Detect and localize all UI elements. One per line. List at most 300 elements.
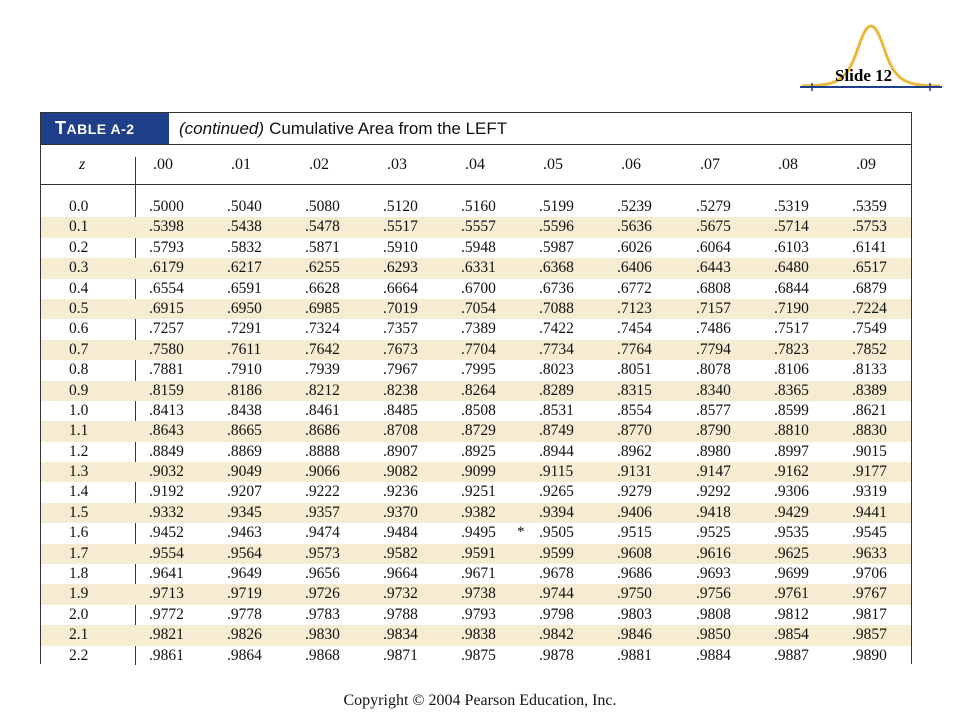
table-row [41,279,911,299]
probability-cell: .9599 [539,544,574,562]
z-value-cell: 0.1 [69,218,89,236]
probability-cell: .8888 [305,442,340,460]
probability-cell: .9864 [227,646,262,664]
probability-cell: .6772 [617,279,652,297]
probability-cell: .8485 [383,401,418,419]
probability-cell: .6331 [461,259,496,277]
probability-cell: .9292 [696,483,731,501]
z-value-cell: 1.3 [69,463,89,481]
table-subtitle-text: Cumulative Area from the LEFT [269,118,508,138]
probability-cell: .9861 [149,646,184,664]
probability-cell: .9817 [852,605,887,623]
probability-cell: .7123 [617,299,652,317]
probability-cell: .9505 [539,524,574,542]
column-header: .03 [387,156,407,173]
probability-cell: .7054 [461,299,496,317]
z-value-cell: 1.9 [69,585,89,603]
probability-cell: .5319 [774,198,809,215]
probability-cell: .6664 [383,279,418,297]
probability-cell: .9649 [227,565,262,583]
probability-cell: .9884 [696,646,731,664]
probability-cell: .9463 [227,524,262,542]
z-value-cell: 2.0 [69,605,89,623]
probability-cell: .8790 [696,422,731,440]
z-value-cell: 1.6 [69,524,89,542]
probability-cell: .9783 [305,605,340,623]
probability-cell: .9625 [774,544,809,562]
probability-cell: .9850 [696,626,731,644]
probability-cell: .9767 [852,585,887,603]
probability-cell: .8078 [696,361,731,379]
probability-cell: .9798 [539,605,574,623]
table-row [41,381,911,401]
probability-cell: .9812 [774,605,809,623]
column-header: .08 [778,156,798,173]
z-table [40,112,912,664]
probability-cell: .9236 [383,483,418,501]
probability-cell: .7673 [383,340,418,358]
probability-cell: .9808 [696,605,731,623]
probability-cell: .9821 [149,626,184,644]
probability-cell: .9573 [305,544,340,562]
probability-cell: .8869 [227,442,262,460]
probability-cell: .5793 [149,238,184,256]
z-value-cell: 0.9 [69,381,89,399]
probability-cell: .5000 [149,198,184,215]
probability-cell: .9693 [696,565,731,583]
probability-cell: .8438 [227,401,262,419]
probability-cell: .9772 [149,605,184,623]
probability-cell: .7764 [617,340,652,358]
probability-cell: .9834 [383,626,418,644]
probability-cell: .9616 [696,544,731,562]
probability-cell: .6591 [227,279,262,297]
probability-cell: .9032 [149,463,184,481]
column-header: .09 [856,156,876,173]
probability-cell: .9838 [461,626,496,644]
probability-cell: .6064 [696,238,731,256]
probability-cell: .6406 [617,259,652,277]
probability-cell: .7642 [305,340,340,358]
probability-cell: .6443 [696,259,731,277]
probability-cell: .5080 [305,198,340,215]
probability-cell: .9871 [383,646,418,664]
probability-cell: .8238 [383,381,418,399]
probability-cell: .9732 [383,585,418,603]
table-tag-rest: ABLE A-2 [66,120,135,137]
probability-cell: .8554 [617,401,652,419]
probability-cell: .6985 [305,299,340,317]
probability-cell: .6480 [774,259,809,277]
table-row [41,340,911,360]
table-row [41,442,911,462]
table-row [41,584,911,604]
probability-cell: .9394 [539,503,574,521]
probability-cell: .8264 [461,381,496,399]
probability-cell: .8212 [305,381,340,399]
probability-cell: .7910 [227,361,262,379]
probability-cell: .9306 [774,483,809,501]
probability-cell: .5948 [461,238,496,256]
probability-cell: .9115 [539,463,574,481]
probability-cell: .9846 [617,626,652,644]
probability-cell: .5596 [539,218,574,236]
table-body [41,197,911,666]
probability-cell: .9192 [149,483,184,501]
table-row [41,523,911,543]
probability-cell: .9881 [617,646,652,664]
probability-cell: .9382 [461,503,496,521]
probability-cell: .9265 [539,483,574,501]
probability-cell: .7517 [774,320,809,338]
probability-cell: .8315 [617,381,652,399]
probability-cell: .6179 [149,259,184,277]
column-header: .04 [465,156,485,173]
table-row [41,503,911,523]
probability-cell: .9788 [383,605,418,623]
table-row [41,360,911,380]
probability-cell: .9857 [852,626,887,644]
probability-cell: .7486 [696,320,731,338]
column-header: .06 [621,156,641,173]
probability-cell: .7995 [461,361,496,379]
probability-cell: .9495 [461,524,496,542]
probability-cell: .7549 [852,320,887,338]
probability-cell: .9854 [774,626,809,644]
probability-cell: .9641 [149,565,184,583]
table-tag [41,113,169,144]
probability-cell: .9066 [305,463,340,481]
probability-cell: .6103 [774,238,809,256]
table-row [41,421,911,441]
probability-cell: .7019 [383,299,418,317]
probability-cell: .6141 [852,238,887,256]
probability-cell: .7257 [149,320,184,338]
probability-cell: .7939 [305,361,340,379]
probability-cell: .6808 [696,279,731,297]
probability-cell: .7291 [227,320,262,338]
probability-cell: .9793 [461,605,496,623]
probability-cell: .9251 [461,483,496,501]
probability-cell: .6950 [227,299,262,317]
probability-cell: .5832 [227,238,262,256]
probability-cell: .9207 [227,483,262,501]
probability-cell: .8413 [149,401,184,419]
probability-cell: .8770 [617,422,652,440]
probability-cell: .9147 [696,463,731,481]
table-row [41,462,911,482]
probability-cell: .9015 [852,442,887,460]
z-value-cell: 0.2 [69,238,89,256]
probability-cell: .9545 [852,524,887,542]
interpolation-marker: * [517,524,525,541]
probability-cell: .8643 [149,422,184,440]
probability-cell: .9878 [539,646,574,664]
probability-cell: .8508 [461,401,496,419]
column-header-z: z [79,156,86,173]
probability-cell: .9890 [852,646,887,664]
probability-cell: .9738 [461,585,496,603]
probability-cell: .9761 [774,585,809,603]
probability-cell: .9222 [305,483,340,501]
probability-cell: .5279 [696,198,731,215]
z-value-cell: 0.6 [69,320,89,338]
probability-cell: .8944 [539,442,574,460]
probability-cell: .9756 [696,585,731,603]
probability-cell: .6736 [539,279,574,297]
probability-cell: .9826 [227,626,262,644]
slide-number: Slide 12 [835,66,893,85]
probability-cell: .5040 [227,198,262,215]
probability-cell: .9726 [305,585,340,603]
z-value-cell: 0.7 [69,340,89,358]
probability-cell: .5517 [383,218,418,236]
probability-cell: .7734 [539,340,574,358]
probability-cell: .7823 [774,340,809,358]
probability-cell: .6844 [774,279,809,297]
probability-cell: .7852 [852,340,887,358]
table-row [41,217,911,237]
probability-cell: .5398 [149,218,184,236]
probability-cell: .8997 [774,442,809,460]
z-value-cell: 1.4 [69,483,89,501]
probability-cell: .9429 [774,503,809,521]
probability-cell: .9082 [383,463,418,481]
probability-cell: .9564 [227,544,262,562]
probability-cell: .6293 [383,259,418,277]
probability-cell: .5714 [774,218,809,236]
probability-cell: .9713 [149,585,184,603]
probability-cell: .5160 [461,198,496,215]
probability-cell: .9370 [383,503,418,521]
probability-cell: .8365 [774,381,809,399]
table-row [41,625,911,645]
probability-cell: .9868 [305,646,340,664]
probability-cell: .9177 [852,463,887,481]
table-row [41,564,911,584]
probability-cell: .6255 [305,259,340,277]
column-header: .07 [700,156,720,173]
column-header: .05 [543,156,563,173]
probability-cell: .5557 [461,218,496,236]
probability-cell: .7967 [383,361,418,379]
probability-cell: .6517 [852,259,887,277]
probability-cell: .9633 [852,544,887,562]
probability-cell: .9750 [617,585,652,603]
probability-cell: .9842 [539,626,574,644]
table-row [41,299,911,319]
table-row [41,319,911,339]
z-value-cell: 0.8 [69,361,89,379]
probability-cell: .8686 [305,422,340,440]
probability-cell: .7324 [305,320,340,338]
probability-cell: .8665 [227,422,262,440]
table-row [41,401,911,421]
probability-cell: .9706 [852,565,887,583]
probability-cell: .9452 [149,524,184,542]
probability-cell: .6368 [539,259,574,277]
table-row [41,197,911,217]
probability-cell: .9131 [617,463,652,481]
table-row [41,258,911,278]
probability-cell: .9319 [852,483,887,501]
probability-cell: .5478 [305,218,340,236]
table-row [41,544,911,564]
probability-cell: .6628 [305,279,340,297]
z-value-cell: 0.0 [69,198,89,215]
probability-cell: .8907 [383,442,418,460]
table-row [41,482,911,502]
probability-cell: .5636 [617,218,652,236]
probability-cell: .8106 [774,361,809,379]
probability-cell: .8023 [539,361,574,379]
probability-cell: .8962 [617,442,652,460]
probability-cell: .5987 [539,238,574,256]
probability-cell: .7794 [696,340,731,358]
probability-cell: .9357 [305,503,340,521]
probability-cell: .9664 [383,565,418,583]
probability-cell: .9830 [305,626,340,644]
probability-cell: .8621 [852,401,887,419]
probability-cell: .8051 [617,361,652,379]
probability-cell: .9484 [383,524,418,542]
z-value-cell: 2.2 [69,646,89,664]
probability-cell: .7389 [461,320,496,338]
table-row [41,238,911,258]
probability-cell: .9162 [774,463,809,481]
probability-cell: .9608 [617,544,652,562]
probability-cell: .9875 [461,646,496,664]
probability-cell: .7190 [774,299,809,317]
table-tag-first: T [55,118,67,138]
table-subtitle-italic: (continued) [179,118,265,138]
table-subtitle [169,113,911,144]
z-value-cell: 1.7 [69,544,89,562]
probability-cell: .8577 [696,401,731,419]
z-value-cell: 1.1 [69,422,89,440]
probability-cell: .9535 [774,524,809,542]
probability-cell: .9719 [227,585,262,603]
probability-cell: .6217 [227,259,262,277]
probability-cell: .9515 [617,524,652,542]
probability-cell: .9474 [305,524,340,542]
probability-cell: .7357 [383,320,418,338]
probability-cell: .8749 [539,422,574,440]
probability-cell: .8289 [539,381,574,399]
probability-cell: .9099 [461,463,496,481]
probability-cell: .8980 [696,442,731,460]
probability-cell: .7454 [617,320,652,338]
z-value-cell: 1.0 [69,401,89,419]
probability-cell: .8830 [852,422,887,440]
probability-cell: .9279 [617,483,652,501]
probability-cell: .9332 [149,503,184,521]
probability-cell: .8708 [383,422,418,440]
probability-cell: .7580 [149,340,184,358]
probability-cell: .9671 [461,565,496,583]
z-value-cell: 2.1 [69,626,89,644]
probability-cell: .6879 [852,279,887,297]
probability-cell: .8340 [696,381,731,399]
probability-cell: .9803 [617,605,652,623]
table-header-row [41,145,911,185]
probability-cell: .9699 [774,565,809,583]
probability-cell: .8133 [852,361,887,379]
probability-cell: .9778 [227,605,262,623]
column-header: .01 [231,156,251,173]
probability-cell: .9686 [617,565,652,583]
probability-cell: .8159 [149,381,184,399]
probability-cell: .7422 [539,320,574,338]
probability-cell: .8849 [149,442,184,460]
z-value-cell: 1.2 [69,442,89,460]
probability-cell: .9345 [227,503,262,521]
z-value-cell: 0.4 [69,279,89,297]
probability-cell: .9554 [149,544,184,562]
z-value-cell: 0.5 [69,299,89,317]
probability-cell: .5359 [852,198,887,215]
probability-cell: .8810 [774,422,809,440]
probability-cell: .8389 [852,381,887,399]
probability-cell: .8599 [774,401,809,419]
probability-cell: .5753 [852,218,887,236]
probability-cell: .8461 [305,401,340,419]
probability-cell: .7157 [696,299,731,317]
probability-cell: .7881 [149,361,184,379]
probability-cell: .8186 [227,381,262,399]
probability-cell: .5910 [383,238,418,256]
probability-cell: .9525 [696,524,731,542]
probability-cell: .6915 [149,299,184,317]
probability-cell: .5199 [539,198,574,215]
probability-cell: .5438 [227,218,262,236]
probability-cell: .9582 [383,544,418,562]
probability-cell: .9678 [539,565,574,583]
probability-cell: .7088 [539,299,574,317]
probability-cell: .5871 [305,238,340,256]
probability-cell: .9591 [461,544,496,562]
probability-cell: .6554 [149,279,184,297]
probability-cell: .6700 [461,279,496,297]
column-header: .00 [153,156,173,173]
probability-cell: .9049 [227,463,262,481]
z-value-cell: 1.5 [69,503,89,521]
probability-cell: .7611 [227,340,262,358]
column-header: .02 [309,156,329,173]
probability-cell: .9656 [305,565,340,583]
probability-cell: .5239 [617,198,652,215]
probability-cell: .8531 [539,401,574,419]
z-value-cell: 0.3 [69,259,89,277]
z-value-cell: 1.8 [69,565,89,583]
table-row [41,646,911,666]
table-row [41,605,911,625]
probability-cell: .9441 [852,503,887,521]
probability-cell: .7224 [852,299,887,317]
probability-cell: .9418 [696,503,731,521]
probability-cell: .9887 [774,646,809,664]
probability-cell: .9744 [539,585,574,603]
probability-cell: .9406 [617,503,652,521]
probability-cell: .5675 [696,218,731,236]
probability-cell: .5120 [383,198,418,215]
probability-cell: .8729 [461,422,496,440]
table-title-bar [41,113,911,145]
probability-cell: .7704 [461,340,496,358]
copyright-text: Copyright © 2004 Pearson Education, Inc. [343,692,617,709]
probability-cell: .6026 [617,238,652,256]
probability-cell: .8925 [461,442,496,460]
